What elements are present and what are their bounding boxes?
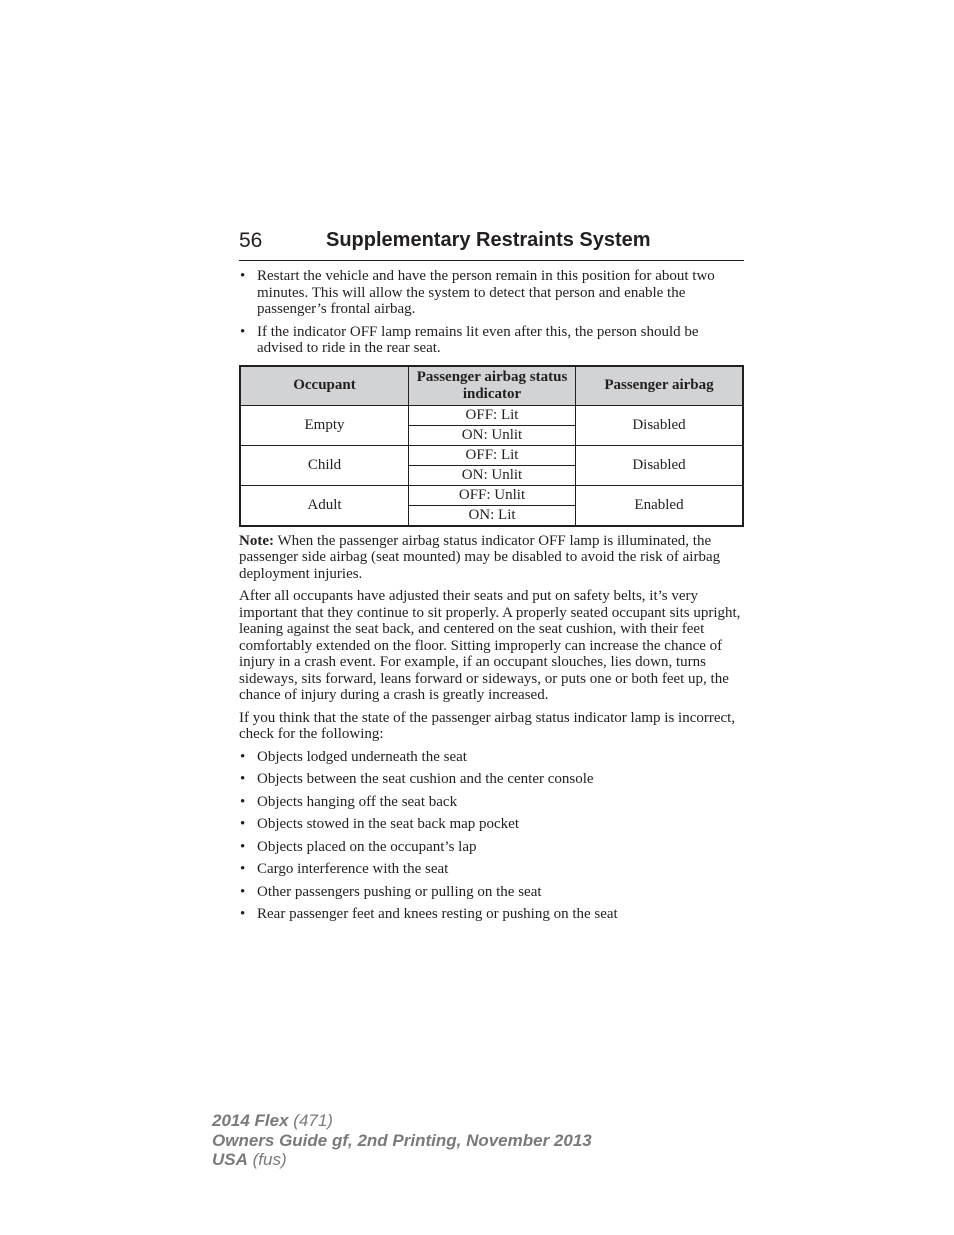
list-item: • Objects hanging off the seat back bbox=[240, 793, 458, 810]
cell-occupant: Empty bbox=[240, 405, 409, 445]
cell-airbag: Disabled bbox=[576, 445, 744, 485]
bullet-icon: • bbox=[240, 816, 246, 832]
table-row bbox=[240, 405, 743, 425]
page-content bbox=[239, 268, 744, 929]
bullet-icon: • bbox=[240, 793, 246, 810]
list-item: • Objects stowed in the seat back map pocket bbox=[240, 816, 520, 832]
cell-indicator: ON: Lit bbox=[409, 505, 576, 526]
list-item: • Restart the vehicle and have the person remain in this position for about two minutes. This will allow the system to detect that person and enable the passenger’s frontal airbag. bbox=[240, 268, 715, 317]
airbag-status-table bbox=[239, 365, 744, 527]
note-paragraph bbox=[239, 533, 744, 583]
note-text: When the passenger airbag status indicator OFF lamp is illuminated, the passenger side airbag (seat mounted) may be disabled to avoid the risk of airbag deployment injuries. bbox=[239, 532, 721, 582]
cell-indicator: ON: Unlit bbox=[409, 465, 576, 485]
list-item: • Objects lodged underneath the seat bbox=[240, 748, 467, 765]
cell-indicator: OFF: Unlit bbox=[409, 485, 576, 505]
list-item: • Cargo interference with the seat bbox=[240, 861, 449, 877]
list-item: • Objects between the seat cushion and the center console bbox=[240, 771, 594, 787]
header-airbag: Passenger airbag bbox=[576, 366, 744, 406]
header-occupant: Occupant bbox=[240, 366, 409, 406]
bullet-icon: • bbox=[240, 906, 246, 922]
list-item: • Other passengers pushing or pulling on the seat bbox=[240, 883, 542, 900]
section-title: Supplementary Restraints System bbox=[326, 229, 651, 251]
top-bullet-list bbox=[239, 268, 744, 357]
bullet-icon: • bbox=[240, 323, 246, 340]
cell-indicator: OFF: Lit bbox=[409, 445, 576, 465]
cell-occupant: Child bbox=[240, 445, 409, 485]
bullet-icon: • bbox=[240, 771, 246, 787]
header-indicator: Passenger airbag status indicator bbox=[409, 366, 576, 406]
body-paragraph: If you think that the state of the passenger airbag status indicator lamp is incorrect, check for the following: bbox=[239, 709, 736, 742]
cell-airbag: Disabled bbox=[576, 405, 744, 445]
page-number: 56 bbox=[239, 229, 263, 252]
list-item: • Objects placed on the occupant’s lap bbox=[240, 838, 477, 855]
cell-occupant: Adult bbox=[240, 485, 409, 526]
bullet-icon: • bbox=[240, 748, 246, 765]
page-header bbox=[239, 227, 744, 261]
cell-indicator: ON: Unlit bbox=[409, 425, 576, 445]
list-item: • Rear passenger feet and knees resting or pushing on the seat bbox=[240, 906, 618, 922]
body-paragraph: After all occupants have adjusted their seats and put on safety belts, it’s very important that they continue to sit properly. A properly seated occupant sits upright, leaning against the seat back, and centered on the seat cushion, with their feet comfortably extended on the floor. Sitting improperly can increase the chance of injury in a crash event. For example, if an occupant slouches, lies down, turns sideways, sits forward, leans forward or sideways, or puts one or both feet up, the chance of injury during a crash is greatly increased. bbox=[239, 588, 741, 703]
footer-line-model: 2014 Flex (471) bbox=[212, 1111, 333, 1130]
table-row bbox=[240, 485, 743, 505]
footer-line-guide: Owners Guide gf, 2nd Printing, November 2013 bbox=[212, 1130, 592, 1150]
footer-line-market: USA (fus) bbox=[212, 1150, 287, 1169]
bullet-icon: • bbox=[240, 838, 246, 855]
list-item: • If the indicator OFF lamp remains lit even after this, the person should be advised to ride in the rear seat. bbox=[240, 323, 699, 356]
table-header-row bbox=[240, 366, 743, 406]
check-list bbox=[239, 749, 744, 923]
table-row bbox=[240, 445, 743, 465]
bullet-icon: • bbox=[240, 268, 246, 284]
cell-indicator: OFF: Lit bbox=[409, 405, 576, 425]
bullet-icon: • bbox=[240, 861, 246, 877]
cell-airbag: Enabled bbox=[576, 485, 744, 526]
bullet-icon: • bbox=[240, 883, 246, 900]
note-label: Note: bbox=[239, 532, 274, 549]
page-footer bbox=[212, 1111, 592, 1170]
